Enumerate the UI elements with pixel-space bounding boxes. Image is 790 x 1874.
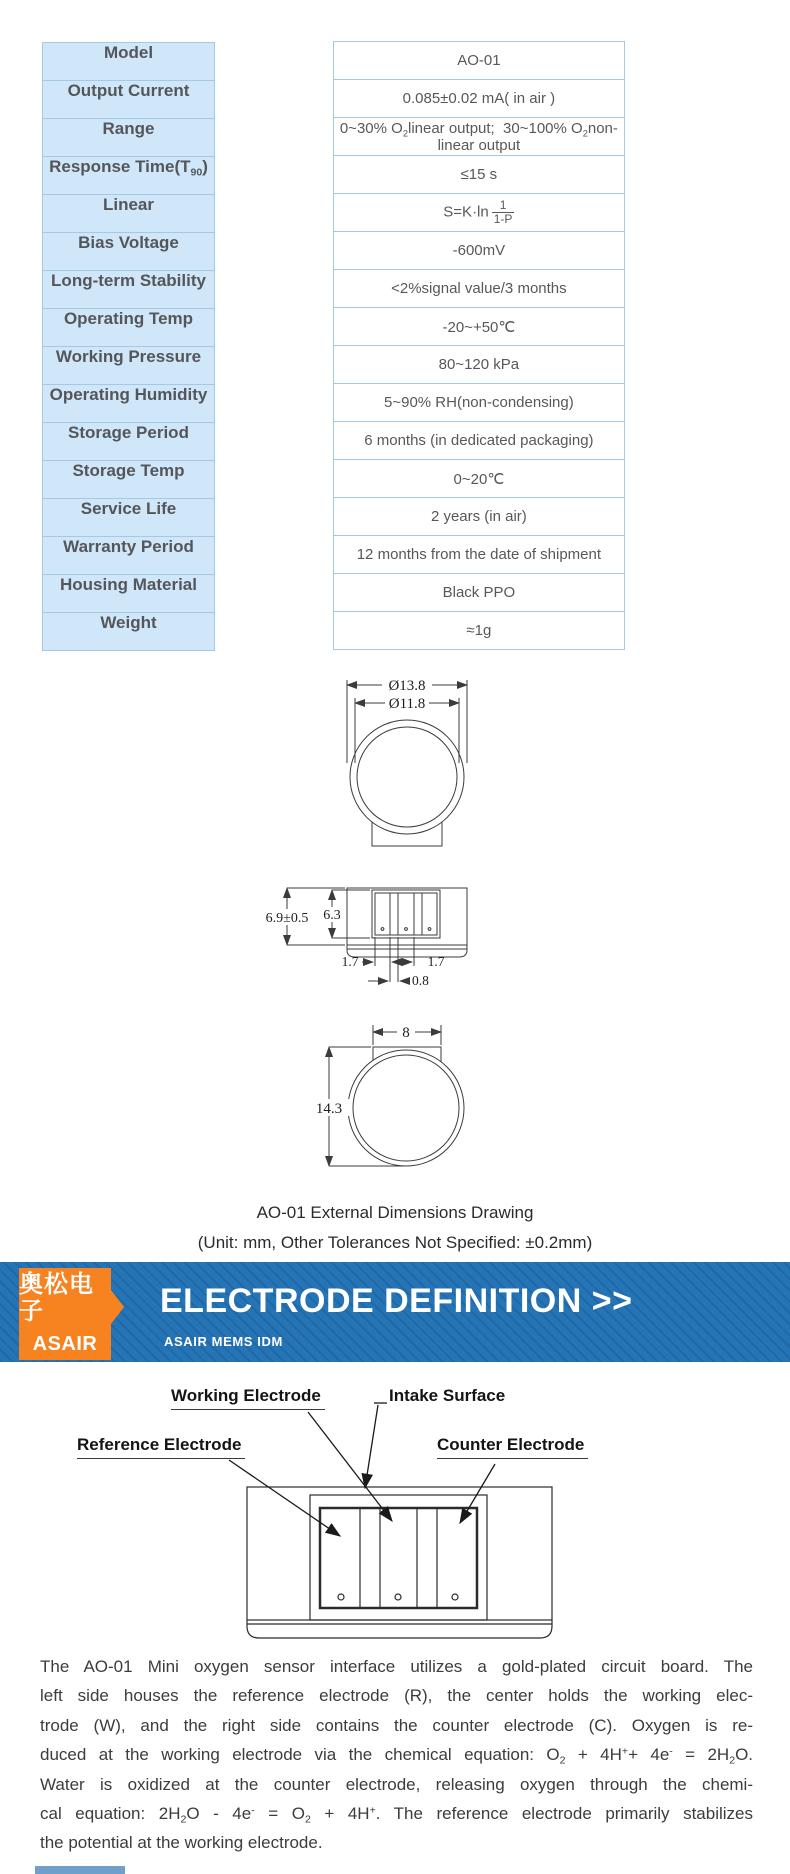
spec-value: -600mV (333, 232, 624, 270)
label-reference-electrode: Reference Electrode (77, 1435, 245, 1459)
spec-row (42, 498, 625, 536)
spec-row (42, 574, 625, 612)
spec-value: 6 months (in dedicated packaging) (333, 422, 624, 460)
spec-row (42, 308, 625, 346)
spec-value: Black PPO (333, 574, 624, 612)
spec-label: Weight (42, 612, 215, 651)
asair-logo-chinese: 奥松电子 (19, 1271, 94, 1325)
spec-label: Model (42, 42, 215, 81)
electrode-frame (310, 1495, 487, 1620)
dim-inner-height: 6.3 (323, 908, 341, 923)
spec-label: Operating Temp (42, 308, 215, 347)
spec-label: Housing Material (42, 574, 215, 613)
description-line: The AO-01 Mini oxygen sensor interface utilizes a gold-plated circuit board. The (40, 1657, 753, 1676)
bottom-lip (347, 945, 467, 957)
spec-label: Range (42, 118, 215, 157)
spec-row (42, 118, 625, 156)
spec-row (42, 460, 625, 498)
spec-label: Storage Temp (42, 460, 215, 499)
arrow-right-icon (111, 1290, 124, 1324)
sensor-interface-outline (247, 1487, 552, 1638)
spec-value: ≤15 s (333, 156, 624, 194)
dim-height: 14.3 (315, 1101, 343, 1117)
spec-row (42, 612, 625, 650)
spec-label: Response $Time(T_{90})$ (42, 156, 215, 195)
spec-value: 5~90% RH(non-condensing) (333, 384, 624, 422)
spec-value: ≈1g (333, 612, 624, 650)
top-view-drawing (287, 660, 527, 860)
label-working-electrode: Working Electrode (171, 1386, 325, 1410)
asair-logo (19, 1268, 111, 1360)
spec-row (42, 422, 625, 460)
spec-table-body (42, 42, 625, 650)
description-line: cal equation: $2H_2O - 4e^- = O_2 + 4H^+$. The reference electrode primarily stabilizes (40, 1804, 753, 1826)
dim-pad-left: 1.7 (341, 954, 359, 969)
spec-value: -20~+50℃ (333, 308, 624, 346)
extension-lines-bottom (375, 937, 414, 982)
dim-outer-diameter: Ø13.8 (388, 678, 426, 694)
inner-circle (357, 727, 457, 827)
spec-label: Bias Voltage (42, 232, 215, 271)
description-line: the potential at the working electrode. (40, 1833, 323, 1853)
spec-label: Operating Humidity (42, 384, 215, 423)
drawing-caption-title: AO-01 External Dimensions Drawing (256, 1203, 534, 1222)
spec-row (42, 42, 625, 80)
leader-working-electrode (308, 1412, 392, 1521)
contact-dot (405, 928, 408, 931)
dim-pad-right: 1.7 (427, 954, 445, 969)
dim-inner-diameter: Ø11.8 (388, 696, 426, 712)
sensor-bottom-outline (329, 1025, 464, 1166)
section-banner (0, 1262, 790, 1362)
description-paragraph (40, 1652, 753, 1858)
spec-row (42, 80, 625, 118)
next-section-edge (35, 1866, 125, 1874)
spec-value: 80~120 kPa (333, 346, 624, 384)
label-intake-surface: Intake Surface (389, 1386, 506, 1405)
spec-value: AO-01 (333, 42, 624, 80)
contact-dot (338, 1594, 344, 1600)
inner-circle (353, 1055, 459, 1161)
bottom-lip (247, 1620, 552, 1638)
spec-value: 12 months from the date of shipment (333, 536, 624, 574)
spec-row (42, 270, 625, 308)
drawing-caption-note: (Unit: mm, Other Tolerances Not Specified: ±0.2mm) (197, 1233, 593, 1252)
dim-gap: 0.8 (412, 973, 429, 988)
spec-value: <2%signal value/3 months (333, 270, 624, 308)
bottom-view-drawing (280, 1015, 530, 1185)
contact-dot (452, 1594, 458, 1600)
description-line: left side houses the reference electrode (R), the center holds the working elec- (40, 1686, 753, 1706)
spec-row (42, 384, 625, 422)
leader-lines (229, 1403, 495, 1536)
leader-intake-surface (365, 1405, 378, 1488)
spec-row (42, 232, 625, 270)
spec-label: Output Current (42, 80, 215, 119)
spec-row (42, 536, 625, 574)
dim-tab-width: 8 (402, 1025, 410, 1041)
spec-row (42, 156, 625, 194)
description-line: Water is oxidized at the counter electrode, releasing oxygen through the chemi- (40, 1774, 753, 1794)
spec-value: 0~20℃ (333, 460, 624, 498)
electrode-area (320, 1508, 477, 1608)
spec-value: 2 years (in air) (333, 498, 624, 536)
spec-value: S=K·ln $\frac{1}{1-P}$ (333, 194, 624, 232)
electrode-diagram (40, 1380, 750, 1650)
contact-dot (428, 928, 431, 931)
spec-row (42, 346, 625, 384)
spec-table (42, 41, 625, 650)
electrode-dividers (360, 1509, 437, 1607)
electrode-dividers (390, 893, 422, 935)
section-title: ELECTRODE DEFINITION >> (160, 1282, 633, 1320)
description-line: duced at the working electrode via the chemical equation: $O_2 + 4H^++ 4e^- = 2H_2O$. (40, 1745, 754, 1767)
spec-label: Storage Period (42, 422, 215, 461)
description-line: trode (W), and the right side contains the counter electrode (C). Oxygen is re- (40, 1715, 753, 1735)
side-view-drawing (230, 870, 530, 1000)
section-subtitle: ASAIR MEMS IDM (164, 1334, 283, 1349)
spec-value: 0.085±0.02 mA( in air ) (333, 80, 624, 118)
leader-reference-electrode (229, 1460, 340, 1536)
dim-outer-height: 6.9±0.5 (265, 911, 309, 926)
asair-logo-text: ASAIR (32, 1332, 98, 1355)
spec-label: Linear (42, 194, 215, 233)
body-rect (347, 888, 467, 945)
spec-label: Long-term Stability (42, 270, 215, 309)
contact-dot (395, 1594, 401, 1600)
label-counter-electrode: Counter Electrode (437, 1435, 588, 1459)
contact-dot (381, 928, 384, 931)
spec-label: Warranty Period (42, 536, 215, 575)
spec-row (42, 194, 625, 232)
spec-value: 0~30% $O_2linear$ output; 30~100% $O_2non$-linear output (333, 118, 624, 156)
spec-label: Working Pressure (42, 346, 215, 385)
spec-label: Service Life (42, 498, 215, 537)
